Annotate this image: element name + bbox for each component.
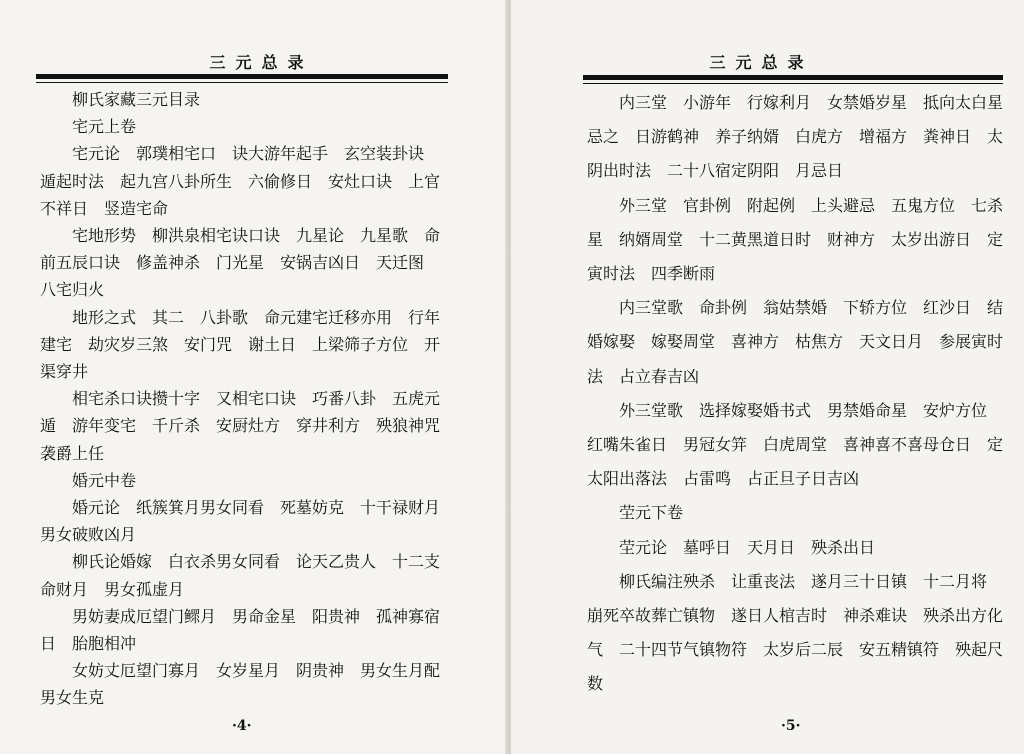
toc-entry: 茔元论 墓呼日 天月日 殃杀出日 bbox=[619, 537, 876, 557]
toc-entry: 内三堂 小游年 行嫁利月 女禁婚岁星 抵向太白星忌之 日游鹤神 养子纳婿 白虎方 增福方 粪神日 太阴出时法 二十八宿定阴阳 月忌日 bbox=[587, 93, 1004, 181]
toc-entry: 宅元论 郭璞相宅口 诀大游年起手 玄空装卦诀 遁起时法 起九宫八卦所生 六偷修日 安灶口诀 上官不祥日 竖造宅命 bbox=[40, 144, 441, 218]
left-page bbox=[0, 0, 507, 754]
header-rule-thick bbox=[36, 74, 448, 79]
page-number: ·5· bbox=[781, 718, 801, 734]
volume-heading: 茔元下卷 bbox=[619, 503, 684, 523]
running-header: 三元总录 bbox=[709, 53, 814, 72]
header-rule-thick bbox=[583, 75, 1003, 80]
volume-heading: 婚元中卷 bbox=[72, 470, 137, 490]
toc-entry: 男妨妻成厄望门鳏月 男命金星 阳贵神 孤神寡宿日 胎胞相冲 bbox=[40, 606, 441, 654]
toc-entry: 女妨丈厄望门寡月 女岁星月 阴贵神 男女生月配男女生克 bbox=[40, 661, 441, 708]
toc-entry: 柳氏论婚嫁 白衣杀男女同看 论天乙贵人 十二支命财月 男女孤虚月 bbox=[40, 552, 441, 599]
table-of-contents bbox=[587, 86, 1005, 702]
running-header: 三元总录 bbox=[209, 53, 314, 72]
table-of-contents bbox=[40, 86, 457, 712]
right-page bbox=[511, 0, 1024, 754]
toc-entry: 婚元论 纸簇箕月男女同看 死墓妨克 十干禄财月 男女破败凶月 bbox=[40, 498, 457, 545]
toc-entry: 相宅杀口诀攒十字 又相宅口诀 巧番八卦 五虎元遁 游年变宅 千斤杀 安厨灶方 穿井利方 殃狼神咒 袭爵上任 bbox=[40, 389, 457, 463]
volume-heading: 宅元上卷 bbox=[72, 117, 137, 137]
header-rule-thin bbox=[36, 82, 448, 83]
toc-entry: 内三堂歌 命卦例 翁姑禁婚 下轿方位 红沙日 结婚嫁娶 嫁娶周堂 喜神方 枯焦方 天文日月 参展寅时法 占立春吉凶 bbox=[587, 298, 1004, 386]
toc-entry: 地形之式 其二 八卦歌 命元建宅迁移亦用 行年建宅 劫灾岁三煞 安门咒 谢土日 上梁筛子方位 开渠穿井 bbox=[40, 307, 441, 382]
toc-entry: 外三堂 官卦例 附起例 上头避忌 五鬼方位 七杀星 纳婿周堂 十二黄黑道日时 财神方 太岁出游日 定寅时法 四季断雨 bbox=[587, 195, 1004, 284]
toc-entry: 宅地形势 柳洪泉相宅诀口诀 九星论 九星歌 命前五辰口诀 修盖神杀 门光星 安锅吉凶日 天迁图 八宅归火 bbox=[40, 226, 441, 300]
toc-entry: 外三堂歌 选择嫁娶婚书式 男禁婚命星 安炉方位 红嘴朱雀日 男冠女笄 白虎周堂 喜神喜不喜母仓日 定太阳出落法 占雷鸣 占正旦子日吉凶 bbox=[587, 400, 1004, 489]
header-rule-thin bbox=[583, 83, 1003, 84]
page-number: ·4· bbox=[232, 718, 252, 734]
toc-entry: 柳氏编注殃杀 让重丧法 遂月三十日镇 十二月将 崩死卒故葬亡镇物 遂日人棺吉时 神杀难诀 殃杀出方化气 二十四节气镇物符 太岁后二辰 安五精镇符 殃起尺数 bbox=[587, 571, 1004, 694]
toc-title: 柳氏家藏三元目录 bbox=[72, 90, 201, 109]
